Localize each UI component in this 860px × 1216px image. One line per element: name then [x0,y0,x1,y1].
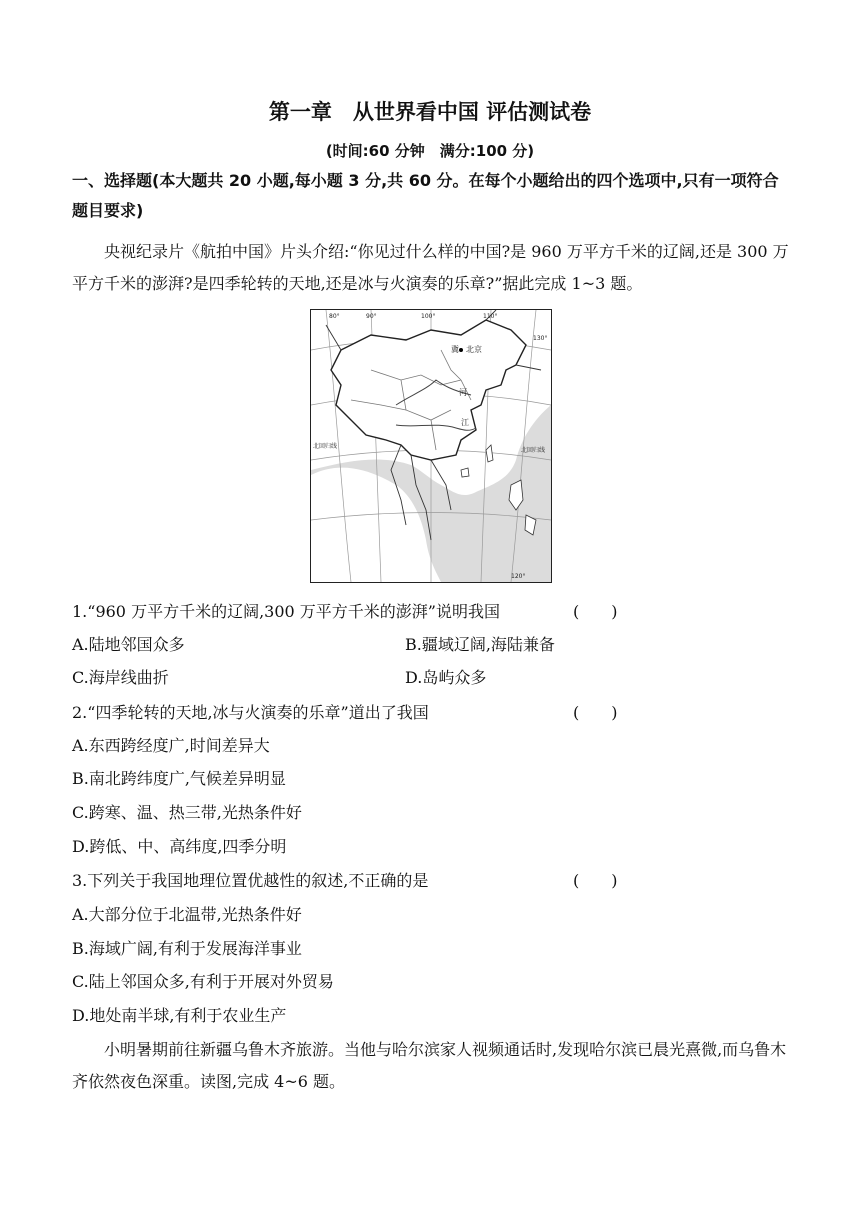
intro-passage-1: 央视纪录片《航拍中国》片头介绍:“你见过什么样的中国?是 960 万平方千米的辽阔,还是 300 万平方千米的澎湃?是四季轮转的天地,还是冰与火演奏的乐章?”据此完成 1~3 题。 [72,242,789,293]
label-jiang: 江 [461,418,469,427]
label-lon-110: 110° [483,313,498,320]
q3-option-c[interactable]: C.陆上邻国众多,有利于开展对外贸易 [72,972,334,991]
label-lon-100: 100° [421,313,436,320]
china-map-svg [311,310,551,582]
q1-option-d[interactable]: D.岛屿众多 [405,668,487,687]
china-map-figure [310,309,552,583]
label-lon-130: 130° [533,335,548,342]
label-tropic-left: 北回归线 [313,443,338,450]
q3-option-d[interactable]: D.地处南半球,有利于农业生产 [72,1006,287,1025]
question-2-stem: 2.“四季轮转的天地,冰与火演奏的乐章”道出了我国 [72,703,429,722]
answer-blank-3[interactable]: ( ) [573,871,618,890]
page-title: 第一章 从世界看中国 评估测试卷 [268,100,592,124]
section-heading: 一、选择题(本大题共 20 小题,每小题 3 分,共 60 分。在每个小题给出的四个选项中,只有一项符合题目要求) [72,171,779,220]
q2-option-c[interactable]: C.跨寒、温、热三带,光热条件好 [72,803,302,822]
q1-option-a[interactable]: A.陆地邻国众多 [72,635,185,654]
label-ji: 冀 [451,345,459,354]
china-outline [331,320,526,460]
question-1-stem: 1.“960 万平方千米的辽阔,300 万平方千米的澎湃”说明我国 [72,602,500,621]
beijing-marker [459,348,463,352]
q2-option-b[interactable]: B.南北跨纬度广,气候差异明显 [72,769,286,788]
q3-option-a[interactable]: A.大部分位于北温带,光热条件好 [72,905,302,924]
label-he: 河 [459,388,467,397]
label-lon-120: 120° [511,573,526,580]
label-lon-90: 90° [366,313,377,320]
answer-blank-1[interactable]: ( ) [573,602,618,621]
question-3-stem: 3.下列关于我国地理位置优越性的叙述,不正确的是 [72,871,429,890]
label-tropic-right: 北回归线 [521,447,546,454]
q1-option-b[interactable]: B.疆域辽阔,海陆兼备 [405,635,555,654]
q2-option-a[interactable]: A.东西跨经度广,时间差异大 [72,736,270,755]
q2-option-d[interactable]: D.跨低、中、高纬度,四季分明 [72,837,287,856]
q1-option-c[interactable]: C.海岸线曲折 [72,668,169,687]
intro-passage-2: 小明暑期前往新疆乌鲁木齐旅游。当他与哈尔滨家人视频通话时,发现哈尔滨已晨光熹微,而乌鲁木齐依然夜色深重。读图,完成 4~6 题。 [72,1040,787,1091]
answer-blank-2[interactable]: ( ) [573,703,618,722]
exam-info: (时间:60 分钟 满分:100 分) [325,142,535,160]
label-beijing: 北京 [466,345,482,354]
q3-option-b[interactable]: B.海域广阔,有利于发展海洋事业 [72,939,302,958]
label-lon-80: 80° [329,313,340,320]
